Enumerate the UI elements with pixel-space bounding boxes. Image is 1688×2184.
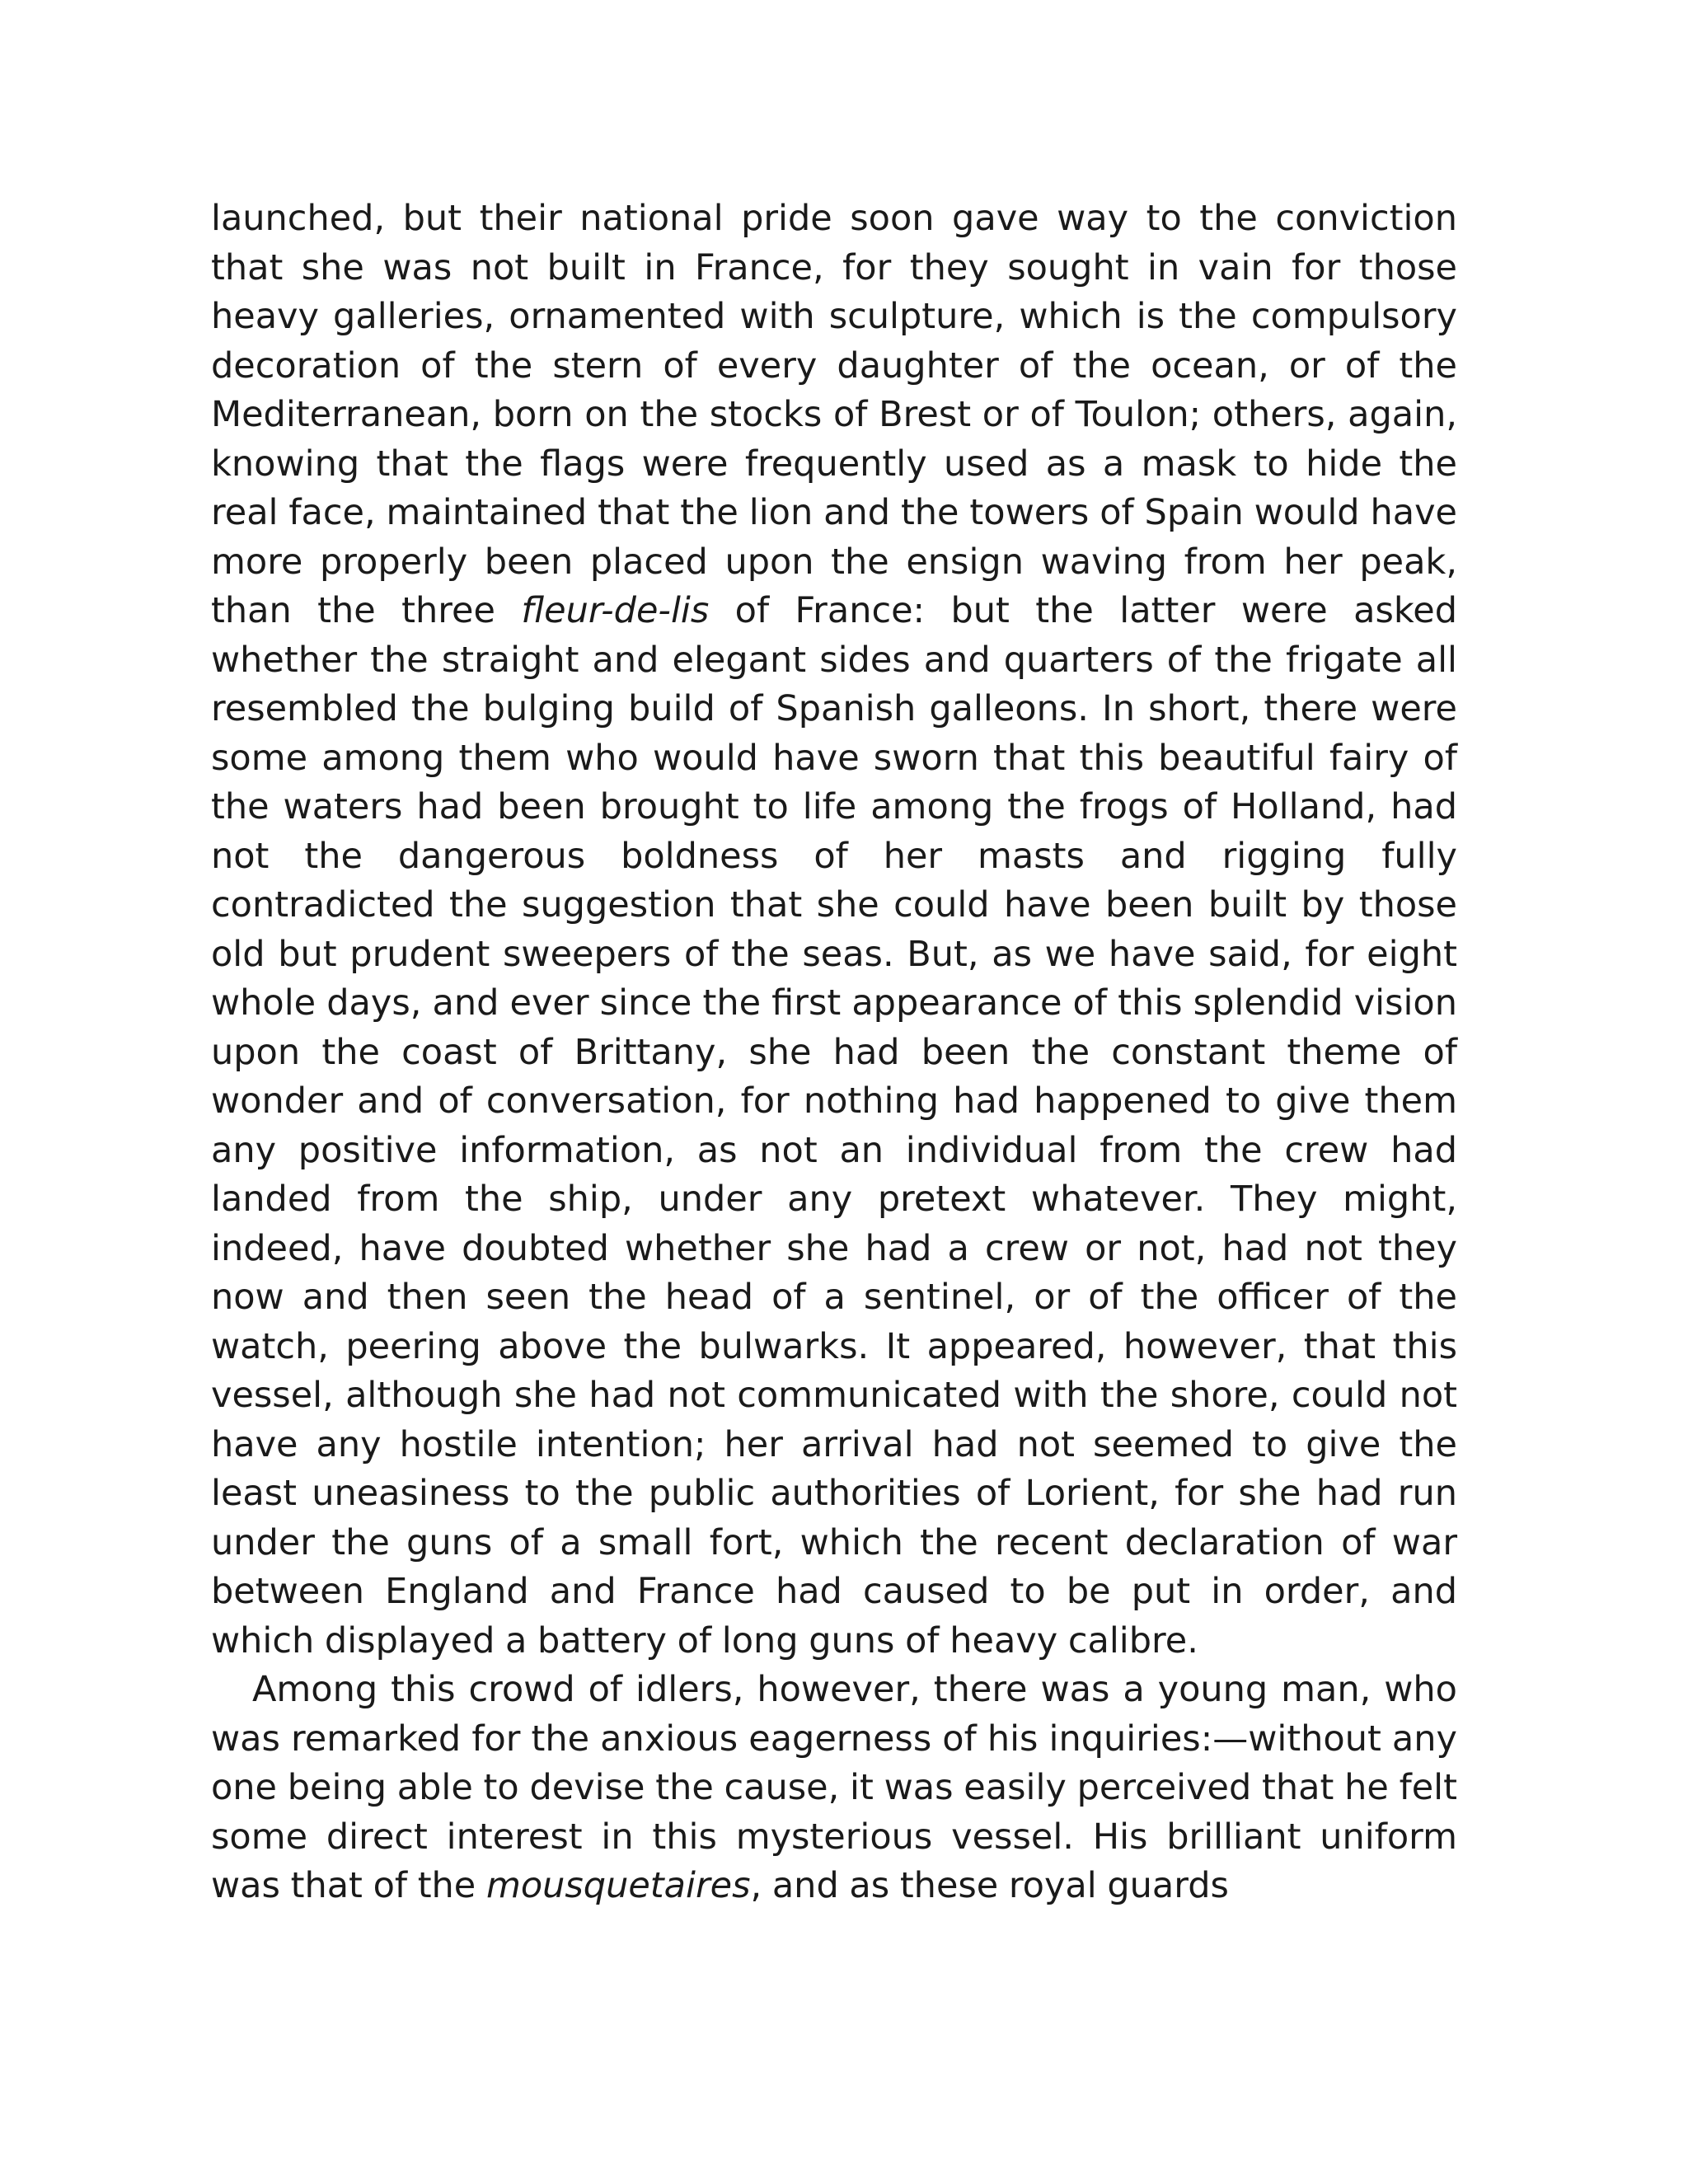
italic-term: mousquetaires: [485, 1865, 751, 1906]
paragraph-text: launched, but their national pride soon gave way to the conviction that she was not built in France, for they sought in vain for those heavy galleries, ornamented with sculpture, which is the compulsory decoration of the stern of every daughter of the ocean, or of the Mediterranean, born on the stocks of Brest or of Toulon; others, again, knowing that the flags were frequently used as a mask to hide the real face, maintained that the lion and the towers of Spain would have more properly been placed upon the ensign waving from her peak, than the three: [211, 198, 1457, 631]
italic-term: fleur-de-lis: [521, 590, 710, 631]
paragraph-text: of France: but the latter were asked whether the straight and elegant sides and quarters of the frigate all resembled the bulging build of Spanish galleons. In short, there were some among them who would have sworn that this beautiful fairy of the waters had been brought to life among the frogs of Holland, had not the dangerous boldness of her masts and rigging fully contradicted the suggestion that she could have been built by those old but prudent sweepers of the seas. But, as we have said, for eight whole days, and ever since the first appearance of this splendid vision upon the coast of Brittany, she had been the constant theme of wonder and of conversation, for nothing had happened to give them any positive information, as not an individual from the crew had landed from the ship, under any pretext whatever. They might, indeed, have doubted whether she had a crew or not, had not they now and then seen the head of a sentinel, or of the officer of the watch, peering above the bulwarks. It appeared, however, that this vessel, although she had not communicated with the shore, could not have any hostile intention; her arrival had not seemed to give the least uneasiness to the public authorities of Lorient, for she had run under the guns of a small fort, which the recent declaration of war between England and France had caused to be put in order, and which displayed a battery of long guns of heavy calibre.: [211, 590, 1458, 1661]
body-text: [211, 194, 1457, 1911]
paragraph-text: Among this crowd of idlers, however, there was a young man, who was remarked for the anxious eagerness of his inquiries:—without any one being able to devise the cause, it was easily perceived that he felt some direct interest in this mysterious vessel. His brilliant uniform was that of the: [211, 1669, 1457, 1906]
paragraph-text: , and as these royal guards: [750, 1865, 1229, 1906]
paragraph: [211, 1666, 1457, 1911]
paragraph: [211, 194, 1457, 1666]
